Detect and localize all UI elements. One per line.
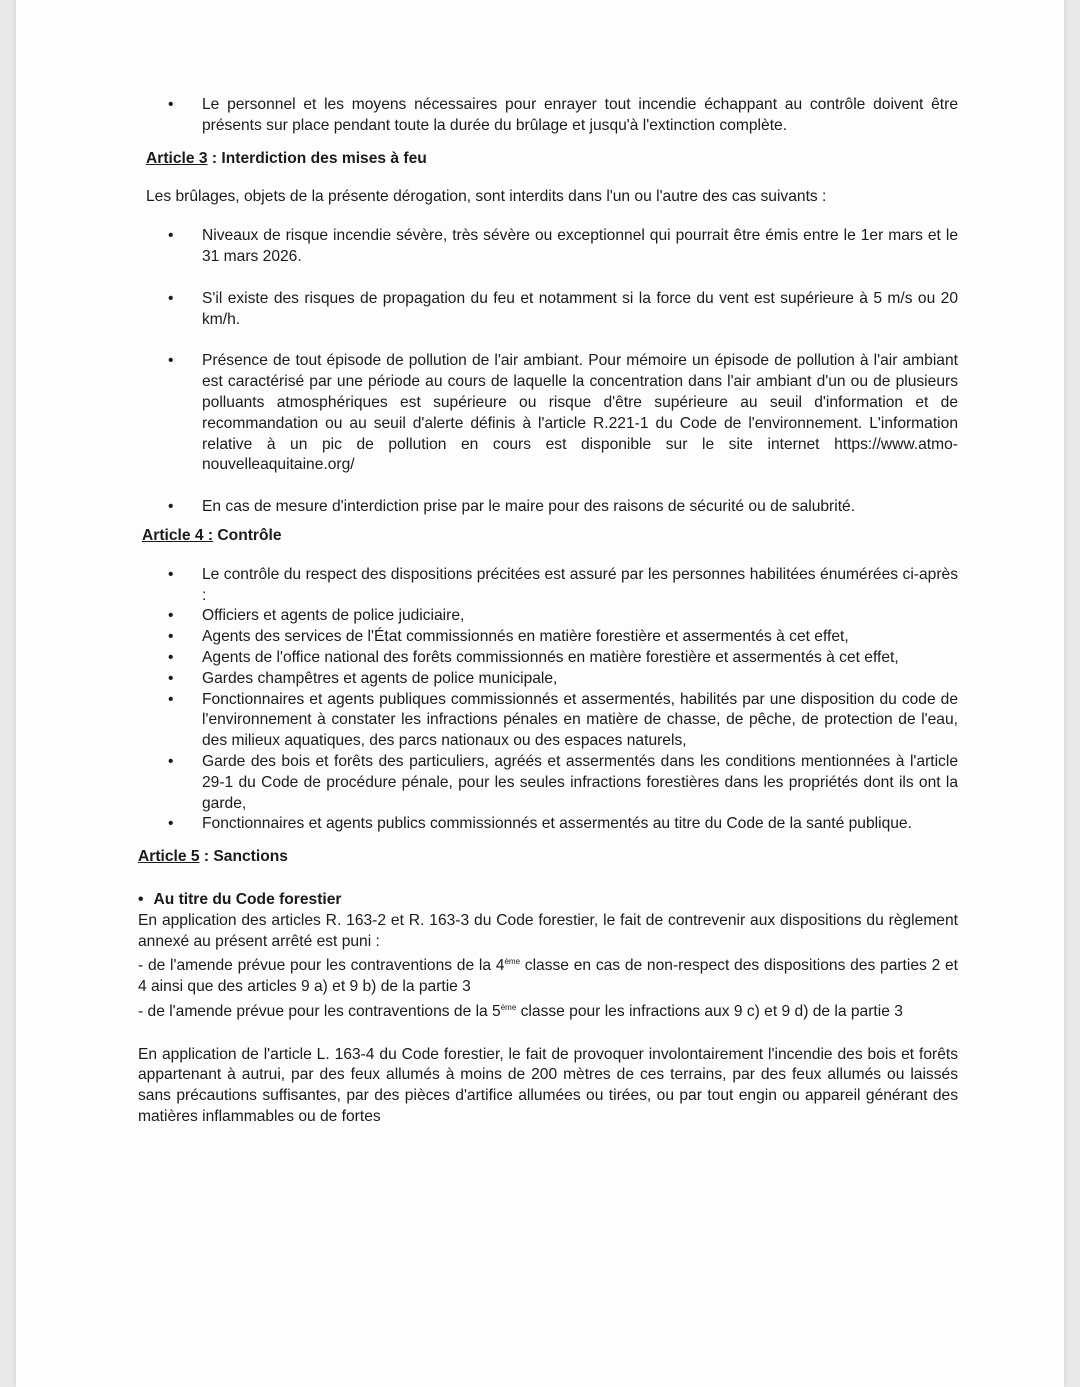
list-item: • Officiers et agents de police judiciaire, xyxy=(138,606,958,627)
article-3-heading xyxy=(146,149,958,170)
list-item: • Fonctionnaires et agents publiques commissionnés et assermentés, habilités par une disposition du code de l'environnement à constater les infractions pénales en matière de chasse, de pêche, de protection de l'eau, des milieux aquatiques, des parcs nationaux ou des espaces naturels, xyxy=(138,690,958,752)
list-item: • Niveaux de risque incendie sévère, très sévère ou exceptionnel qui pourrait être émis entre le 1er mars et le 31 mars 2026. xyxy=(138,226,958,268)
article-5-subheading: • Au titre du Code forestier xyxy=(138,890,342,908)
bullet-icon: • xyxy=(138,890,144,908)
article-5-line-1: - de l'amende prévue pour les contraventions de la 4ème classe en cas de non-respect des dispositions des parties 2 et 4 ainsi que des articles 9 a) et 9 b) de la partie 3 xyxy=(138,957,958,996)
article-5-line-2: - de l'amende prévue pour les contraventions de la 5ème classe pour les infractions aux 9 c) et 9 d) de la partie 3 xyxy=(138,1002,903,1020)
article-5-heading xyxy=(138,847,958,868)
article-5-para-2: En application de l'article L. 163-4 du Code forestier, le fait de provoquer involontairement l'incendie des bois et forêts appartenant à autrui, par des feux allumés à moins de 200 mètres de ces terrains, par des feux allumés ou laissés sans précautions suffisantes, par des pièces d'artifice allumées ou tirées, ou par tout engin ou appareil générant des matières inflammables ou de fortes xyxy=(138,1045,958,1126)
list-item: • Présence de tout épisode de pollution de l'air ambiant. Pour mémoire un épisode de pollution à l'air ambiant est caractérisé par une période au cours de laquelle la concentration dans l'air ambiant d'un ou de plusieurs polluants atmosphériques est supérieure ou risque d'être supérieure au seuil d'information et de recommandation ou au seuil d'alerte définis à l'article R.221-1 du Code de l'environnement. L'information relative à un pic de pollution en cours est disponible sur le site internet https://www.atmo-nouvelleaquitaine.org/ xyxy=(138,351,958,476)
article-5-number: Article 5 xyxy=(138,848,200,866)
list-item: • Le personnel et les moyens nécessaires pour enrayer tout incendie échappant au contrôle doivent être présents sur place pendant toute la durée du brûlage et jusqu'à l'extinction complète. xyxy=(138,95,958,137)
list-item: • Fonctionnaires et agents publics commissionnés et assermentés au titre du Code de la santé publique. xyxy=(138,814,958,835)
article-4-heading xyxy=(142,526,958,547)
article-5-title: : Sanctions xyxy=(199,848,288,866)
article-3-list xyxy=(138,226,958,518)
list-item: • Gardes champêtres et agents de police municipale, xyxy=(138,669,958,690)
article-4-list xyxy=(138,565,958,835)
article-3-intro: Les brûlages, objets de la présente dérogation, sont interdits dans l'un ou l'autre des cas suivants : xyxy=(146,188,827,206)
list-item: • Garde des bois et forêts des particuliers, agréés et assermentés dans les conditions mentionnées à l'article 29-1 du Code de procédure pénale, pour les seules infractions forestières dans les propriétés dont ils ont la garde, xyxy=(138,752,958,814)
list-item: • Agents des services de l'État commissionnés en matière forestière et assermentés à cet effet, xyxy=(138,627,958,648)
article-4-number: Article 4 : xyxy=(142,526,214,544)
article-5-para-1: En application des articles R. 163-2 et R. 163-3 du Code forestier, le fait de contrevenir aux dispositions du règlement annexé au présent arrêté est puni : xyxy=(138,911,958,950)
list-item: • Agents de l'office national des forêts commissionnés en matière forestière et assermentés à cet effet, xyxy=(138,648,958,669)
document-page xyxy=(16,0,1064,1387)
list-item: • S'il existe des risques de propagation du feu et notamment si la force du vent est supérieure à 5 m/s ou 20 km/h. xyxy=(138,289,958,331)
intro-list xyxy=(138,95,958,137)
list-item: • En cas de mesure d'interdiction prise par le maire pour des raisons de sécurité ou de salubrité. xyxy=(138,497,958,518)
article-4-title: Contrôle xyxy=(213,526,282,544)
article-3-title: : Interdiction des mises à feu xyxy=(207,149,427,167)
article-3-number: Article 3 xyxy=(146,149,208,167)
document-body xyxy=(138,95,958,1128)
list-item: • Le contrôle du respect des dispositions précitées est assuré par les personnes habilitées énumérées ci-après : xyxy=(138,565,958,607)
